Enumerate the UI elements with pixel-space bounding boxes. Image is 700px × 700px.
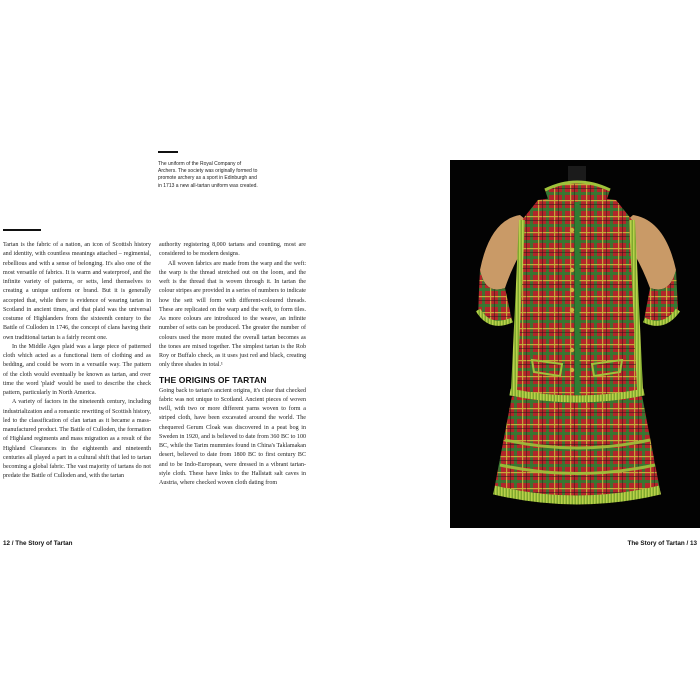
paragraph: Going back to tartan's ancient origins, it's clear that checked fabric was not unique to Scotland. Ancient pieces of woven twill, with two or more different yarns woven to form a striped cloth, have been excavated around the world. The chequered Gerum Cloak was discovered in a peat bog in Sweden in 1920, and is believed to date from 360 BC to 100 BC, while the Tarim mummies found in China's Taklamakan desert, believed to date from 1800 BC to first century BC and to be Indo-European, were dressed in a vibrant tartan-style cloth. These have links to the Hallstatt salt caves in Austria, where checked woven cloth dating from — [159, 387, 306, 486]
section-rule — [3, 229, 41, 231]
caption-rule — [158, 151, 178, 153]
text-column-left — [3, 241, 151, 482]
tartan-coat-illustration — [450, 160, 700, 528]
text-column-right — [159, 241, 306, 488]
paragraph: In the Middle Ages plaid was a large piece of patterned cloth which acted as a functional item of clothing and as bedding, and could be worn in a versatile way. The pattern of the cloth would eventually be known as tartan, and over time the word 'plaid' would be used to describe the check pattern, particularly in North America. — [3, 343, 151, 396]
paragraph: A variety of factors in the nineteenth century, including industrialization and a romantic rewriting of Scottish history, led to the classification of clan tartan as it became a mass-manufactured product. The Battle of Culloden, the formation of Highland regiments and mass migration as a result of the Highland Clearances in the eighteenth and nineteenth centuries all played a part in a cultural shift that led to tartan becoming a global fabric. The vast majority of tartans do not predate the Battle of Culloden and, with the tartan — [3, 399, 151, 480]
tartan-coat-photo — [450, 160, 700, 528]
paragraph: authority registering 8,000 tartans and counting, most are considered to be modern designs. — [159, 242, 306, 258]
photo-caption: The uniform of the Royal Company of Archers. The society was originally formed to promote archery as a sport in Edinburgh and in 1713 a new all-tartan uniform was created. — [158, 161, 258, 189]
folio-right: The Story of Tartan / 13 — [627, 540, 697, 547]
section-heading: THE ORIGINS OF TARTAN — [159, 374, 267, 385]
paragraph: Tartan is the fabric of a nation, an icon of Scottish history and identity, with countless meanings attached – regimental, rebellious and with a sense of belonging. It's also one of the most versatile of fabrics. It is warm and waterproof, and the infinite variety of patterns, or setts, lend themselves to creating a unique uniform or brand. But it is generally accepted that, while there is evidence of wearing tartan in Scotland in ancient times, and that plaid was the universal costume of Highlanders from the sixteenth century to the Battle of Culloden in 1746, the concept of clans having their own traditional tartan is a fairly recent one. — [3, 242, 151, 341]
paragraph: All woven fabrics are made from the warp and the weft: the warp is the thread stretched out on the loom, and the weft is the thread that is woven through it. In tartan the colour stripes are provided in a series of numbers to indicate how the sett will form with different-coloured threads. These are replicated on the warp and the weft, to form tiles. As more colours are introduced to the weave, an infinite number of setts can be produced. The greater the number of colours used the more muted the overall tartan becomes as the tones are mixed together. The simplest tartan is the Rob Roy or Buffalo check, as it uses just red and black, creating only three shades in total.¹ — [159, 260, 306, 369]
folio-left: 12 / The Story of Tartan — [3, 540, 73, 547]
